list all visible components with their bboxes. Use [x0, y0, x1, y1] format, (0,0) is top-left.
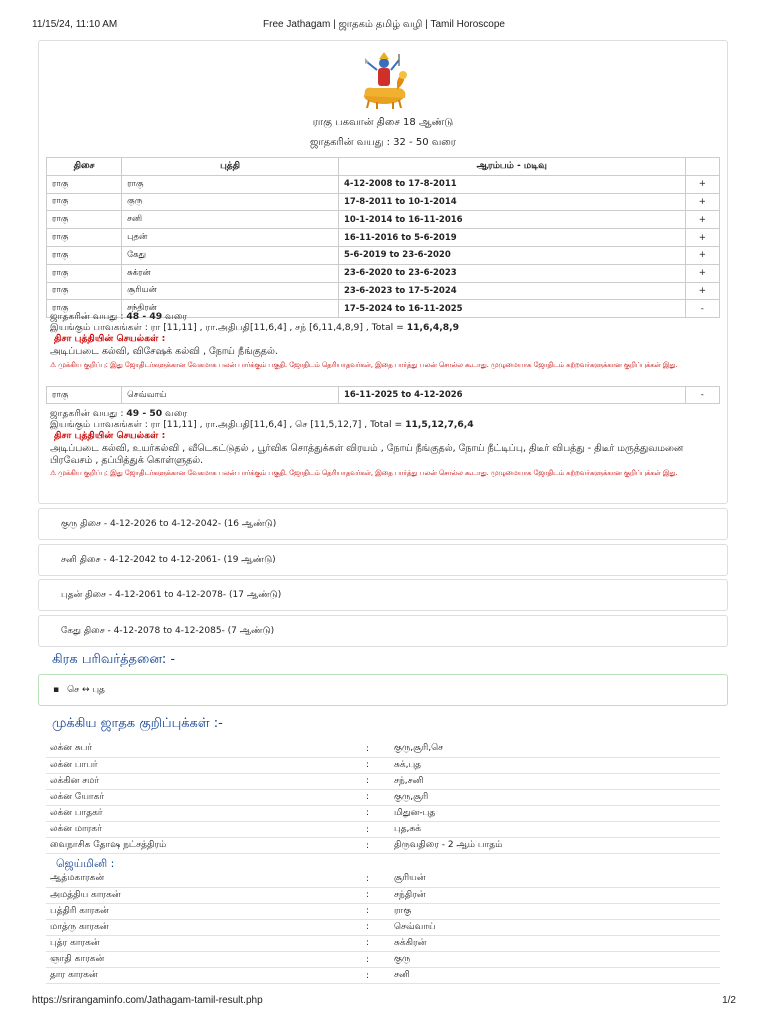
- table-row: [47, 246, 720, 264]
- collapse-toggle[interactable]: -: [685, 387, 719, 404]
- graha-parivartana-box: [38, 674, 728, 706]
- col-dasa: திசை: [47, 158, 122, 176]
- period-cell: 16-11-2025 to 4-12-2026: [338, 387, 685, 404]
- detail-effects: அடிப்படை கல்வி, உயர்கல்வி , வீடெகட்டுதல் , பூர்விக சொத்துக்கள் விரயம் , நோய் நீங்குதல், நோய் நீட்டிப்பு, திடீர் விபத்து - திடீர் மருத்துவமனை பிரவேசம் , தப்பித்துக் கொள்ளுதல்.: [50, 443, 684, 466]
- table-row: லக்ன யோகர் : குரு,சூரி: [46, 789, 720, 805]
- collapse-toggle[interactable]: -: [685, 300, 719, 318]
- jaimini-table: [46, 871, 720, 984]
- detail-age: ஜாதகரின் வயது : 48 - 49 வரை: [50, 311, 188, 322]
- dasa-cell: ராகு: [47, 175, 122, 193]
- expand-toggle[interactable]: +: [685, 211, 719, 229]
- table-row: லக்ன மாரகர் : புத,சுக்: [46, 821, 720, 837]
- parivartana-list: [39, 675, 727, 696]
- table-row: லக்கின சமர் : சந்,சனி: [46, 773, 720, 789]
- dasa-cell: ராகு: [47, 246, 122, 264]
- col-bhukti: புத்தி: [122, 158, 339, 176]
- bhukti-cell: செவ்வாய்: [122, 387, 339, 404]
- detail-effects-label: திசா புத்தியின் செயல்கள் :: [54, 430, 166, 441]
- print-title: Free Jathagam | ஜாதகம் தமிழ் வழி | Tamil Horoscope: [263, 19, 505, 30]
- table-row: அமத்திய காரகன் : சந்திரன்: [46, 887, 720, 903]
- detail-warning-note: ⚠ முக்கிய குறிப்பு: இது ஜோதிடர்களுக்கான வேகமாக பலன் பார்க்கும் பகுதி. ஜோதிடம் தெரியாதவர்கள், இதை பார்த்து பலன் சொல்ல கூடாது. முழுமையாக ஜோதிடம் கற்றவர்களுக்கான குறிப்புக்கள் இது.: [50, 361, 678, 369]
- bhukti-cell: சந்திரன்: [122, 300, 339, 318]
- bhukti-cell: சனி: [122, 211, 339, 229]
- dasa-cell: ராகு: [47, 387, 122, 404]
- expand-toggle[interactable]: +: [685, 282, 719, 300]
- table-row: [47, 211, 720, 229]
- dasa-cell: ராகு: [47, 282, 122, 300]
- age-range: ஜாதகரின் வயது : 32 - 50 வரை: [310, 137, 456, 148]
- detail-effects-label: திசா புத்தியின் செயல்கள் :: [54, 333, 166, 344]
- ketu-dasa-toggle[interactable]: கேது திசை - 4-12-2078 to 4-12-2085- (7 ஆண்டு): [38, 615, 728, 647]
- sani-dasa-toggle[interactable]: சனி திசை - 4-12-2042 to 4-12-2061- (19 ஆண்டு): [38, 544, 728, 576]
- bhukti-cell: சூரியன்: [122, 282, 339, 300]
- key-notes-table: [46, 741, 720, 854]
- col-period: ஆரம்பம் - மடிவு: [338, 158, 685, 176]
- period-cell: 5-6-2019 to 23-6-2020: [338, 246, 685, 264]
- table-row: [47, 387, 720, 404]
- table-row: வைநாசிக தோஷ நட்சத்திரம் : திருவதிரை - 2 ஆம் பாதம்: [46, 838, 720, 854]
- detail-bhava: இயங்கும் பாவகங்கள் : ரா [11,11] , ரா.அதிபதி[11,6,4] , செ [11,5,12,7] , Total = 11,5,12,7,6,4: [50, 419, 474, 430]
- dasa-bhukti-table: [46, 157, 720, 318]
- detail-effects: அடிப்படை கல்வி, விசேஷக் கல்வி , நோய் நீங்குதல்.: [50, 346, 278, 357]
- table-row: புத்ர காரகன் : சுக்கிரன்: [46, 935, 720, 951]
- period-cell: 23-6-2020 to 23-6-2023: [338, 264, 685, 282]
- table-row: ஞாதி காரகன் : குரு: [46, 951, 720, 967]
- detail-warning-note: ⚠ முக்கிய குறிப்பு: இது ஜோதிடர்களுக்கான வேகமாக பலன் பார்க்கும் பகுதி. ஜோதிடம் தெரியாதவர்கள், இதை பார்த்து பலன் சொல்ல கூடாது. முழுமையாக ஜோதிடம் கற்றவர்களுக்கான குறிப்புக்கள் இது.: [50, 469, 678, 477]
- table-row: [47, 175, 720, 193]
- expand-toggle[interactable]: +: [685, 175, 719, 193]
- key-notes-heading: முக்கிய ஜாதக குறிப்புக்கள் :-: [52, 716, 223, 731]
- table-row: லக்ன பாதகர் : மிதுன-புத: [46, 805, 720, 821]
- table-row: லக்ன பாபர் : சுக்,புத: [46, 757, 720, 773]
- guru-dasa-toggle[interactable]: குரு திசை - 4-12-2026 to 4-12-2042- (16 ஆண்டு): [38, 508, 728, 540]
- print-url: https://srirangaminfo.com/Jathagam-tamil-result.php: [32, 995, 263, 1006]
- table-row: [47, 282, 720, 300]
- bhukti-detail-sevvai: [50, 408, 720, 478]
- table-row: [47, 229, 720, 247]
- dasa-cell: ராகு: [47, 193, 122, 211]
- graha-parivartana-heading: கிரக பரிவர்த்தனை: -: [52, 652, 176, 667]
- table-row: தார காரகன் : சனி: [46, 968, 720, 984]
- bhukti-cell: ராகு: [122, 175, 339, 193]
- period-cell: 17-8-2011 to 10-1-2014: [338, 193, 685, 211]
- bhukti-cell: புதன்: [122, 229, 339, 247]
- period-cell: 23-6-2023 to 17-5-2024: [338, 282, 685, 300]
- period-cell: 17-5-2024 to 16-11-2025: [338, 300, 685, 318]
- dasa-cell: ராகு: [47, 211, 122, 229]
- table-row: [47, 193, 720, 211]
- bhukti-cell: கேது: [122, 246, 339, 264]
- table-header-row: [47, 158, 720, 176]
- page-number: 1/2: [722, 995, 736, 1006]
- table-row: லக்ன சுபர் : குரு,சூரி,செ: [46, 741, 720, 757]
- bhukti-cell: குரு: [122, 193, 339, 211]
- dasa-cell: ராகு: [47, 300, 122, 318]
- deity-rider-icon: [353, 50, 415, 112]
- bhukti-cell: சுக்ரன்: [122, 264, 339, 282]
- print-header: [0, 19, 768, 31]
- dasa-title: ராகு பகவான் திசை 18 ஆண்டு: [312, 117, 454, 128]
- period-cell: 4-12-2008 to 17-8-2011: [338, 175, 685, 193]
- expand-toggle[interactable]: +: [685, 246, 719, 264]
- table-row: பத்திரி காரகன் : ராகு: [46, 903, 720, 919]
- detail-bhava: இயங்கும் பாவகங்கள் : ரா [11,11] , ரா.அதிபதி[11,6,4] , சந் [6,11,4,8,9] , Total = 11,6,4,8,9: [50, 322, 460, 333]
- expand-toggle[interactable]: +: [685, 193, 719, 211]
- table-row: [47, 264, 720, 282]
- period-cell: 16-11-2016 to 5-6-2019: [338, 229, 685, 247]
- budhan-dasa-toggle[interactable]: புதன் திசை - 4-12-2061 to 4-12-2078- (17 ஆண்டு): [38, 579, 728, 611]
- dasa-cell: ராகு: [47, 229, 122, 247]
- bhukti-detail-chandra: [50, 311, 720, 370]
- jaimini-heading: ஜெய்மினி :: [56, 857, 115, 870]
- print-timestamp: 11/15/24, 11:10 AM: [32, 19, 118, 30]
- detail-age: ஜாதகரின் வயது : 49 - 50 வரை: [50, 408, 188, 419]
- col-toggle: [685, 158, 719, 176]
- table-row: மாத்ரு காரகன் : செவ்வாய்: [46, 919, 720, 935]
- dasa-bhukti-table-sevvai: [46, 386, 720, 404]
- expand-toggle[interactable]: +: [685, 229, 719, 247]
- table-row: ஆத்மகாரகன் : சூரியன்: [46, 871, 720, 887]
- list-item: ▪ செ ↔ புத: [53, 685, 727, 696]
- period-cell: 10-1-2014 to 16-11-2016: [338, 211, 685, 229]
- expand-toggle[interactable]: +: [685, 264, 719, 282]
- dasa-cell: ராகு: [47, 264, 122, 282]
